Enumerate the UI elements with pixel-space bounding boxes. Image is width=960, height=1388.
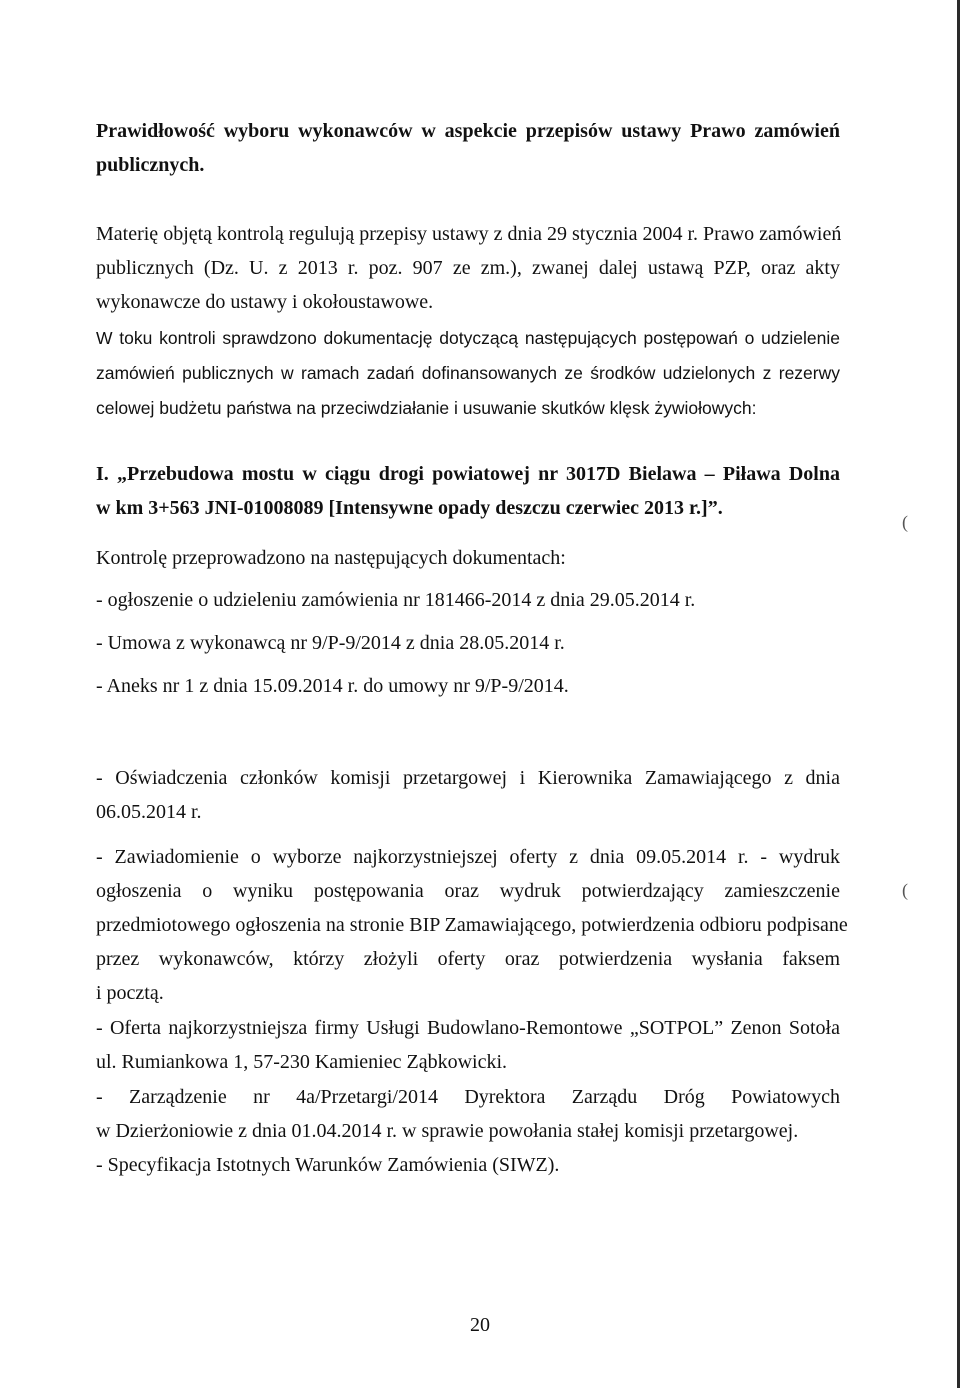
scan-mark: (: [902, 512, 908, 532]
scan-mark: (: [902, 880, 908, 900]
document-list-item: - ogłoszenie o udzieleniu zamówienia nr 181466-2014 z dnia 29.05.2014 r.: [96, 589, 696, 611]
oswiadczenia-line-2: 06.05.2014 r.: [96, 801, 202, 823]
document-list-item: - Umowa z wykonawcą nr 9/P-9/2014 z dnia 28.05.2014 r.: [96, 632, 565, 654]
page-number: 20: [470, 1314, 490, 1336]
document-list-item: - Aneks nr 1 z dnia 15.09.2014 r. do umowy nr 9/P-9/2014.: [96, 675, 569, 697]
zarzadzenie-line-2: w Dzierżoniowie z dnia 01.04.2014 r. w sprawie powołania stałej komisji przetargowej.: [96, 1120, 799, 1142]
oferta-line-1: - Oferta najkorzystniejsza firmy Usługi Budowlano-Remontowe „SOTPOL” Zenon Sotoła: [96, 1017, 840, 1039]
control-paragraph-line-1: W toku kontroli sprawdzono dokumentację dotyczącą następujących postępowań o udzielenie: [96, 328, 840, 348]
section-heading-line-1: Prawidłowość wyboru wykonawców w aspekcie przepisów ustawy Prawo zamówień: [96, 120, 840, 142]
intro-paragraph-line-1: Materię objętą kontrolą regulują przepisy ustawy z dnia 29 stycznia 2004 r. Prawo zamówień: [96, 223, 842, 245]
oferta-line-2: ul. Rumiankowa 1, 57-230 Kamieniec Ząbkowicki.: [96, 1051, 508, 1073]
item-title-line-2: w km 3+563 JNI-01008089 [Intensywne opady deszczu czerwiec 2013 r.]”.: [96, 497, 723, 519]
siwz-line: - Specyfikacja Istotnych Warunków Zamówienia (SIWZ).: [96, 1154, 560, 1176]
zawiadomienie-line-3: przedmiotowego ogłoszenia na stronie BIP Zamawiającego, potwierdzenia odbioru podpisane: [96, 914, 848, 936]
control-paragraph-line-2: zamówień publicznych w ramach zadań dofinansowanych ze środków udzielonych z rezerwy: [96, 363, 840, 383]
zawiadomienie-line-1: - Zawiadomienie o wyborze najkorzystniejszej oferty z dnia 09.05.2014 r. - wydruk: [96, 846, 840, 868]
documents-intro: Kontrolę przeprowadzono na następujących dokumentach:: [96, 547, 566, 569]
intro-paragraph-line-2: publicznych (Dz. U. z 2013 r. poz. 907 ze zm.), zwanej dalej ustawą PZP, oraz akty: [96, 257, 840, 279]
control-paragraph-line-3: celowej budżetu państwa na przeciwdziałanie i usuwanie skutków klęsk żywiołowych:: [96, 398, 757, 418]
zawiadomienie-line-5: i pocztą.: [96, 982, 164, 1004]
intro-paragraph-line-3: wykonawcze do ustawy i okołoustawowe.: [96, 291, 434, 313]
item-title-line-1: I. „Przebudowa mostu w ciągu drogi powiatowej nr 3017D Bielawa – Piława Dolna: [96, 463, 840, 485]
zawiadomienie-line-2: ogłoszenia o wyniku postępowania oraz wydruk potwierdzający zamieszczenie: [96, 880, 840, 902]
zawiadomienie-line-4: przez wykonawców, którzy złożyli oferty oraz potwierdzenia wysłania faksem: [96, 948, 840, 970]
section-heading-line-2: publicznych.: [96, 154, 205, 176]
oswiadczenia-line-1: - Oświadczenia członków komisji przetargowej i Kierownika Zamawiającego z dnia: [96, 767, 840, 789]
zarzadzenie-line-1: - Zarządzenie nr 4a/Przetargi/2014 Dyrektora Zarządu Dróg Powiatowych: [96, 1086, 840, 1108]
